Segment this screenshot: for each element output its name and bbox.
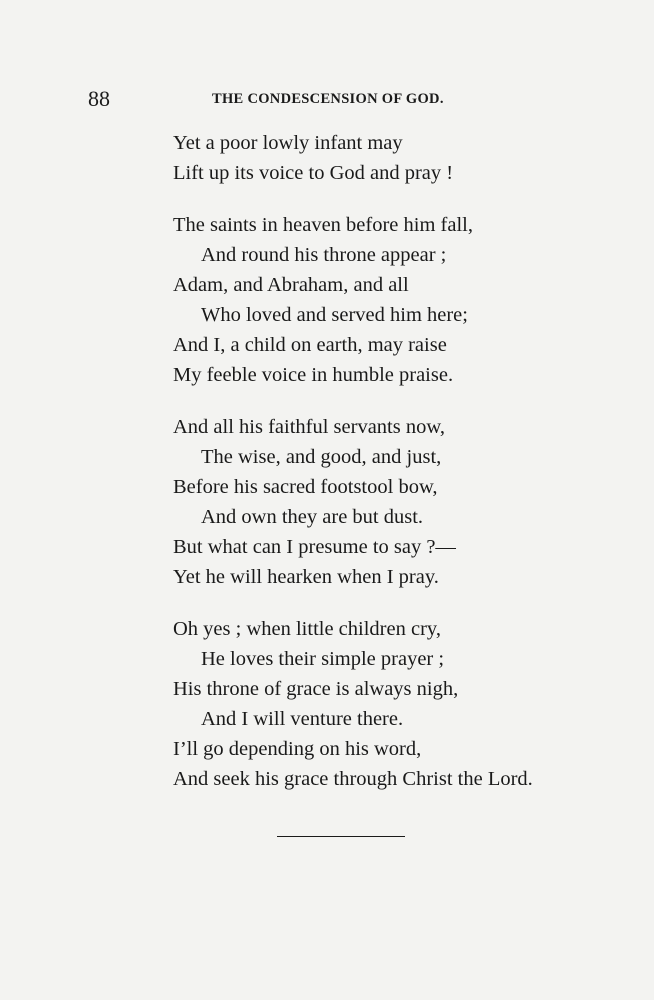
stanza-1 (173, 128, 533, 188)
poem-line: Oh yes ; when little children cry, (173, 618, 441, 640)
running-head: THE CONDESCENSION OF GOD. (212, 91, 444, 107)
poem-line: The wise, and good, and just, (201, 446, 442, 468)
poem-line: But what can I presume to say ?— (173, 536, 456, 558)
poem-line: And I, a child on earth, may raise (173, 334, 447, 356)
poem-line: His throne of grace is always nigh, (173, 678, 459, 700)
poem-line: And I will venture there. (201, 708, 404, 730)
poem-line: I’ll go depending on his word, (173, 738, 422, 760)
stanza-3 (173, 412, 533, 592)
stanza-2 (173, 210, 533, 390)
poem-line: Who loved and served him here; (201, 304, 468, 326)
poem (173, 128, 533, 816)
poem-line: Yet he will hearken when I pray. (173, 566, 439, 588)
poem-line: Yet a poor lowly infant may (173, 132, 403, 154)
poem-line: And seek his grace through Christ the Lord. (173, 768, 533, 790)
poem-line: Adam, and Abraham, and all (173, 274, 409, 296)
poem-line: The saints in heaven before him fall, (173, 214, 473, 236)
poem-line: He loves their simple prayer ; (201, 648, 445, 670)
stanza-4 (173, 614, 533, 794)
poem-line: Lift up its voice to God and pray ! (173, 162, 454, 184)
poem-line: And all his faithful servants now, (173, 416, 445, 438)
poem-line: My feeble voice in humble praise. (173, 364, 454, 386)
poem-line: And own they are but dust. (201, 506, 424, 528)
poem-line: And round his throne appear ; (201, 244, 447, 266)
end-rule (277, 836, 405, 837)
poem-line: Before his sacred footstool bow, (173, 476, 438, 498)
page-number: 88 (88, 86, 110, 111)
